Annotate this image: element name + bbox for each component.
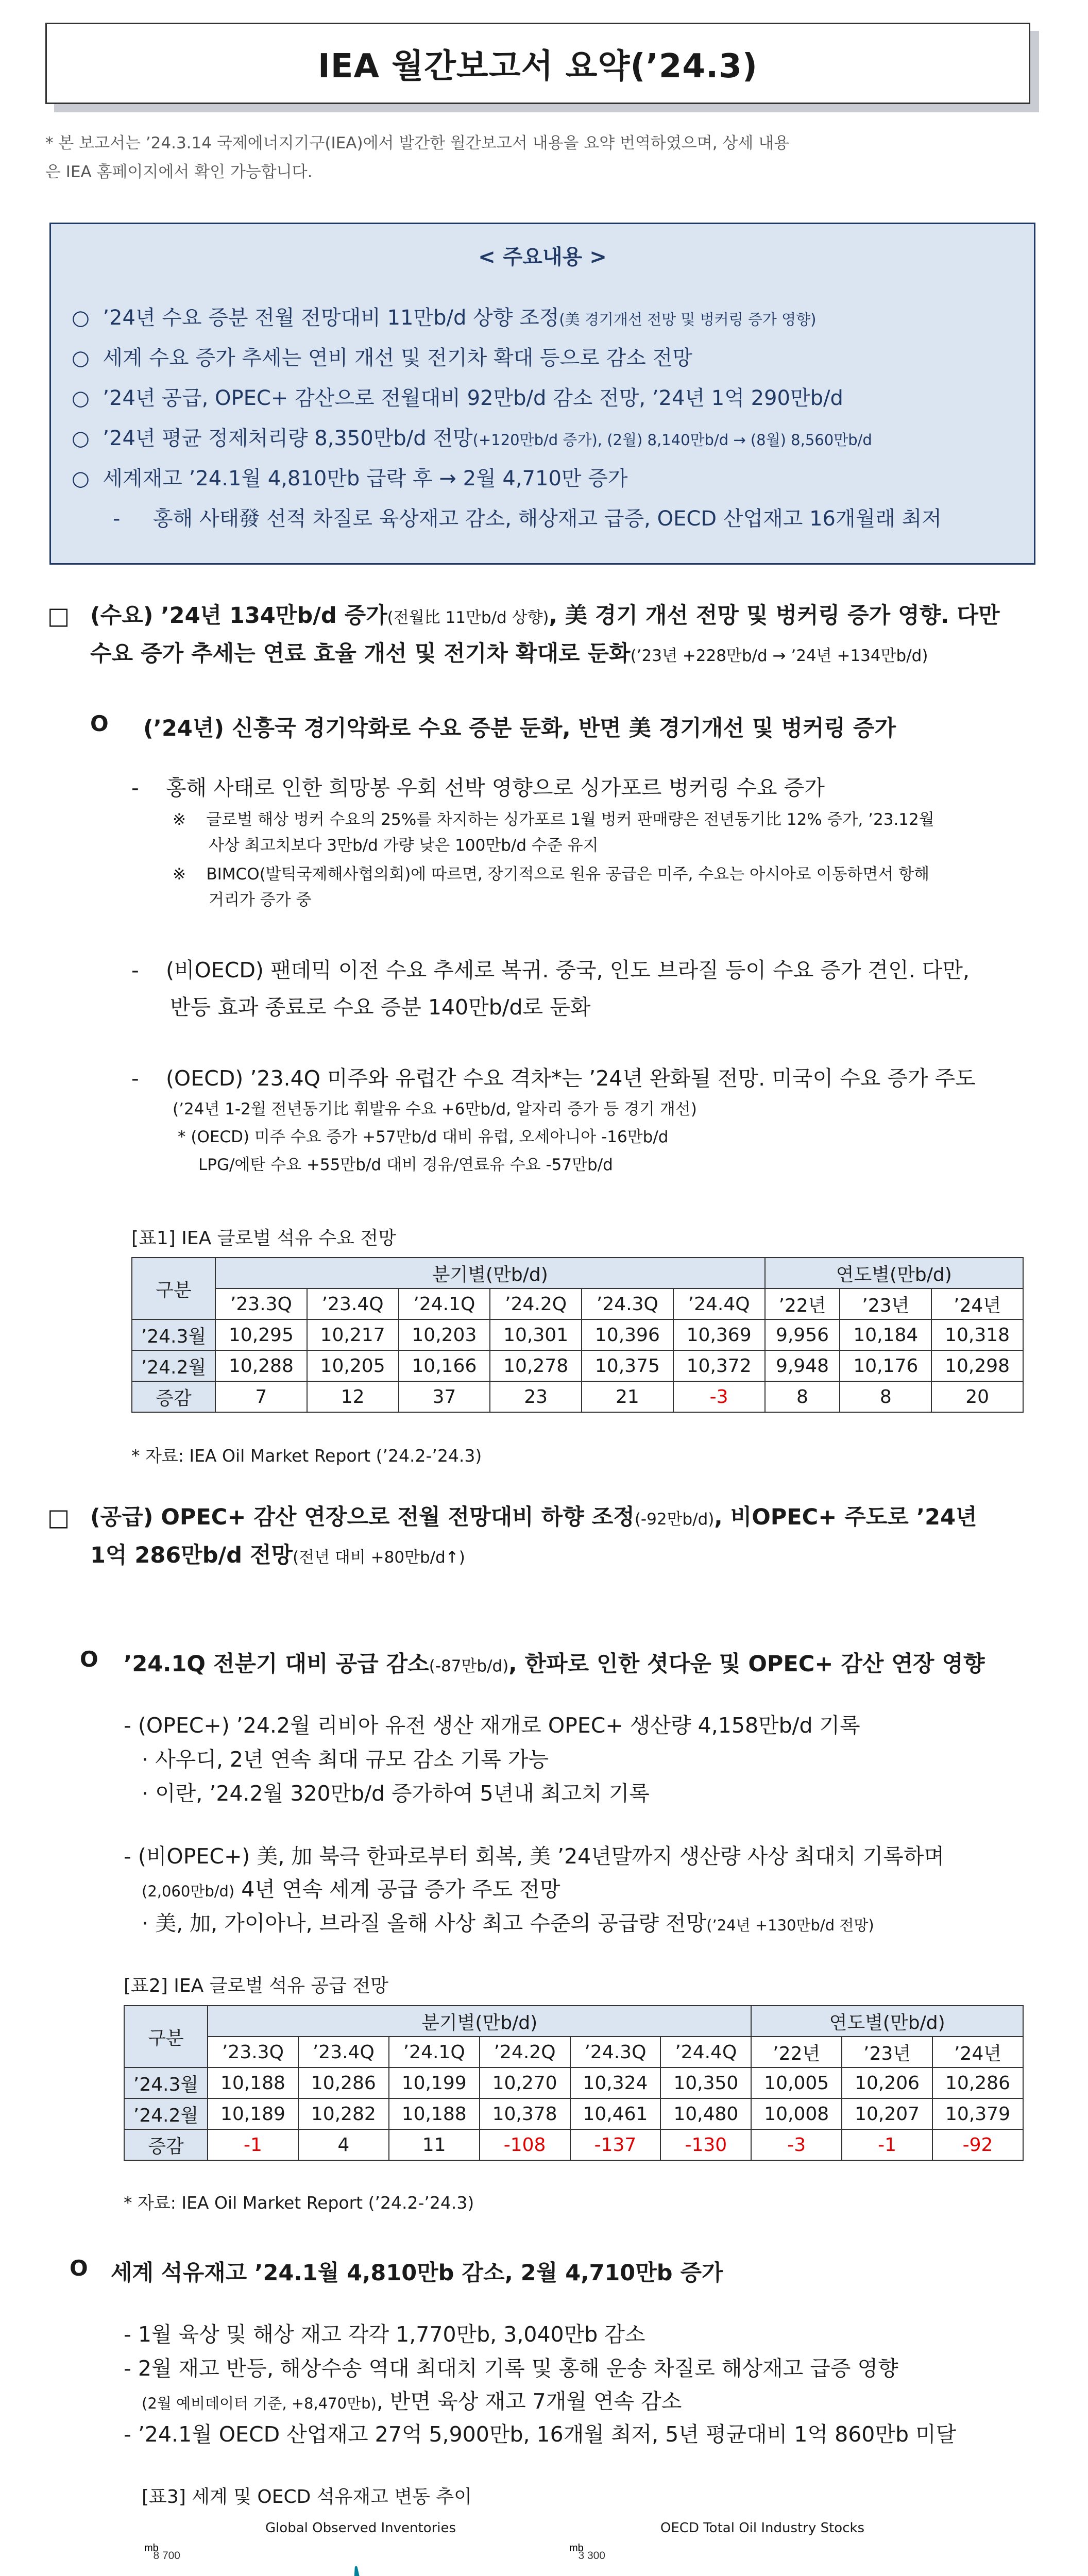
sec2-b2-small: (2,060만b/d) (142, 1883, 235, 1900)
sec2-line2-small: (전년 대비 +80만b/d↑) (293, 1548, 465, 1567)
table-cell: 9,956 (765, 1319, 840, 1350)
table2-caption: [표2] IEA 글로벌 석유 공급 전망 (124, 1975, 388, 1996)
table-cell: -130 (660, 2129, 751, 2160)
table-col-header: ’24년 (931, 1289, 1023, 1319)
sec2-sub-small: (-87만b/d) (429, 1657, 509, 1675)
table-cell: 10,298 (931, 1350, 1023, 1381)
summary-text: 세계 수요 증가 추세는 연비 개선 및 전기차 확대 등으로 감소 전망 (103, 346, 692, 370)
summary-heading: < 주요내용 > (478, 245, 607, 269)
table-cell: 10,166 (399, 1350, 490, 1381)
table-cell: 10,207 (842, 2098, 932, 2129)
table-header: 연도별(만b/d) (751, 2006, 1023, 2037)
sec2-line2 (90, 1536, 465, 1577)
note-item: ※ 글로벌 해상 벙커 수요의 25%를 차지하는 싱가포르 1월 벙커 판매량은 전년동기比 12% 증가, ’23.12월 (173, 810, 934, 829)
title-box (45, 23, 1030, 104)
sec2-b2-cont (142, 1873, 560, 1907)
table-header: 구분 (124, 2006, 208, 2067)
table-cell: 12 (307, 1381, 399, 1412)
sec3-heading: 세계 석유재고 ’24.1월 4,810만b 감소, 2월 4,710만b 증가 (111, 2260, 723, 2286)
dash-bullet: - (OECD) ’23.4Q 미주와 유럽간 수요 격차*는 ’24년 완화될 전망. 미국이 수요 증가 주도 (131, 1066, 976, 1091)
summary-item: ○ ’24년 수요 증분 전월 전망대비 11만b/d 상향 조정(美 경기개선 전망 및 벙커링 증가 영향) (72, 306, 817, 330)
table-cell: 10,369 (673, 1319, 765, 1350)
sec2-line1-rest: , 비OPEC+ 주도로 ’24년 (714, 1504, 977, 1530)
table-cell: 23 (490, 1381, 582, 1412)
table-cell: 10,378 (480, 2098, 570, 2129)
table-cell: 10,278 (490, 1350, 582, 1381)
sec2-line1 (90, 1498, 977, 1538)
row-label: 증감 (124, 2129, 208, 2160)
section-square-icon: □ (47, 1503, 70, 1531)
intro-note (45, 129, 1040, 187)
row-label: ’24.2월 (124, 2098, 208, 2129)
table-header: 연도별(만b/d) (765, 1258, 1024, 1289)
table-col-header: ’23년 (840, 1289, 931, 1319)
y-tick-label: 3 300 (578, 2550, 605, 2562)
table-cell: 7 (215, 1381, 307, 1412)
y-axis-unit: mb (144, 2543, 159, 2554)
summary-text: 홍해 사태發 선적 차질로 육상재고 감소, 해상재고 급증, OECD 산업재고 16개월래 최저 (153, 507, 942, 531)
table-cell: 10,199 (389, 2067, 480, 2098)
table-cell: -1 (208, 2129, 298, 2160)
table-cell: -108 (480, 2129, 570, 2160)
table-cell: -3 (751, 2129, 842, 2160)
table-col-header: ’23년 (842, 2037, 932, 2067)
summary-item: ○ 세계재고 ’24.1월 4,810만b 급락 후 → 2월 4,710만 증가 (72, 467, 628, 490)
table-cell: -92 (932, 2129, 1023, 2160)
sec1-b1: 홍해 사태로 인한 희망봉 우회 선박 영향으로 싱가포르 벙커링 수요 증가 (165, 775, 825, 800)
table-cell: 10,008 (751, 2098, 842, 2129)
summary-subitem: - 홍해 사태發 선적 차질로 육상재고 감소, 해상재고 급증, OECD 산업재고 16개월래 최저 (113, 507, 942, 531)
table-cell: -1 (842, 2129, 932, 2160)
sec1-line2-bold: 수요 증가 추세는 연료 효율 개선 및 전기차 확대로 둔화 (90, 641, 631, 667)
sec3-b1: - 1월 육상 및 해상 재고 각각 1,770만b, 3,040만b 감소 (124, 2322, 645, 2347)
sec2-subheading (124, 1647, 985, 1678)
table-cell: 10,203 (399, 1319, 490, 1350)
table-cell: 10,270 (480, 2067, 570, 2098)
table-cell: 37 (399, 1381, 490, 1412)
sec1-subheading: (’24년) 신흥국 경기악화로 수요 증분 둔화, 반면 美 경기개선 및 벙커링 증가 (143, 716, 896, 741)
dash-bullet: - 홍해 사태로 인한 희망봉 우회 선박 영향으로 싱가포르 벙커링 수요 증가 (131, 775, 825, 800)
table-cell: 10,288 (215, 1350, 307, 1381)
sec2-b2a (142, 1907, 874, 1941)
sec2-line2-bold: 1억 286만b/d 전망 (90, 1543, 293, 1568)
note-line-2: 은 IEA 홈페이지에서 확인 가능합니다. (45, 163, 313, 181)
summary-item: ○ ’24년 공급, OPEC+ 감산으로 전월대비 92만b/d 감소 전망, ’24년 1억 290만b/d (72, 386, 843, 410)
table-col-header: ’23.3Q (215, 1289, 307, 1319)
table-col-header: ’24.3Q (570, 2037, 661, 2067)
table-row (124, 2067, 1023, 2098)
note-item: ※ BIMCO(발틱국제해사협의회)에 따르면, 장기적으로 원유 공급은 미주, 수요는 아시아로 이동하면서 항해 (173, 865, 930, 884)
table-col-header: ’24.4Q (660, 2037, 751, 2067)
table-cell: -3 (673, 1381, 765, 1412)
sec3-b3: - ’24.1월 OECD 산업재고 27억 5,900만b, 16개월 최저, 5년 평균대비 1억 860만b 미달 (124, 2422, 957, 2447)
table-header: 분기별(만b/d) (208, 2006, 751, 2037)
sec2-line1-bold: (공급) OPEC+ 감산 연장으로 전월 전망대비 하향 조정 (90, 1504, 635, 1530)
note-text: 사상 최고치보다 3만b/d 가량 낮은 100만b/d 수준 유지 (209, 836, 599, 855)
summary-item: ○ ’24년 평균 정제처리량 8,350만b/d 전망(+120만b/d 증가), (2월) 8,140만b/d → (8월) 8,560만b/d (72, 427, 872, 450)
y-axis-unit: mb (569, 2543, 584, 2554)
table-col-header: ’22년 (765, 1289, 840, 1319)
table-cell: 10,188 (389, 2098, 480, 2129)
sec1-line1 (90, 597, 1000, 637)
summary-item: ○ 세계 수요 증가 추세는 연비 개선 및 전기차 확대 등으로 감소 전망 (72, 346, 692, 370)
table-cell: 10,379 (932, 2098, 1023, 2129)
table-col-header: ’24.2Q (490, 1289, 582, 1319)
sec3-b2-cont (142, 2385, 682, 2419)
dash-bullet: - (비OECD) 팬데믹 이전 수요 추세로 복귀. 중국, 인도 브라질 등이 수요 증가 견인. 다만, (131, 958, 970, 982)
table-cell: 10,286 (298, 2067, 389, 2098)
row-label: ’24.3월 (124, 2067, 208, 2098)
section-square-icon: □ (47, 602, 70, 630)
summary-text: ’24년 수요 증분 전월 전망대비 11만b/d 상향 조정 (103, 306, 559, 330)
table-col-header: ’24.1Q (389, 2037, 480, 2067)
summary-text: 세계재고 ’24.1월 4,810만b 급락 후 → 2월 4,710만 증가 (103, 467, 628, 490)
page-title: IEA 월간보고서 요약(’24.3) (317, 47, 758, 86)
table-col-header: ’24.4Q (673, 1289, 765, 1319)
table-cell: 8 (765, 1381, 840, 1412)
table-cell: 10,318 (931, 1319, 1023, 1350)
table-row (132, 1381, 1023, 1412)
table-cell: 10,189 (208, 2098, 298, 2129)
table-cell: 10,301 (490, 1319, 582, 1350)
sec1-line1-rest: , 美 경기 개선 전망 및 벙커링 증가 영향. 다만 (549, 603, 1000, 629)
table-cell: 10,217 (307, 1319, 399, 1350)
chart2-svg (562, 2540, 1005, 2576)
table-header: 구분 (132, 1258, 215, 1319)
chart2-title: OECD Total Oil Industry Stocks (660, 2520, 865, 2536)
table-cell: 10,188 (208, 2067, 298, 2098)
table-cell: 10,286 (932, 2067, 1023, 2098)
sec1-line2-small: (’23년 +228만b/d → ’24년 +134만b/d) (630, 647, 928, 665)
sec2-b2a-text: · 美, 加, 가이아나, 브라질 올해 사상 최고 수준의 공급량 전망 (142, 1911, 707, 1936)
table-cell: 10,480 (660, 2098, 751, 2129)
sec2-sub-rest: , 한파로 인한 셧다운 및 OPEC+ 감산 연장 영향 (508, 1651, 985, 1677)
sec1-b2a: (비OECD) 팬데믹 이전 수요 추세로 복귀. 중국, 인도 브라질 등이 수요 증가 견인. 다만, (165, 958, 970, 982)
table-cell: 11 (389, 2129, 480, 2160)
note-text: 글로벌 해상 벙커 수요의 25%를 차지하는 싱가포르 1월 벙커 판매량은 전년동기比 12% 증가, ’23.12월 (206, 810, 934, 829)
sec2-b2-rest: 4년 연속 세계 공급 증가 주도 전망 (234, 1877, 560, 1902)
table-cell: 4 (298, 2129, 389, 2160)
summary-small: (美 경기개선 전망 및 벙커링 증가 영향) (559, 311, 817, 328)
note-line-1: * 본 보고서는 ’24.3.14 국제에너지기구(IEA)에서 발간한 월간보고서 내용을 요약 번역하였으며, 상세 내용 (45, 134, 790, 152)
table-col-header: ’23.4Q (307, 1289, 399, 1319)
summary-text: ’24년 공급, OPEC+ 감산으로 전월대비 92만b/d 감소 전망, ’24년 1억 290만b/d (103, 386, 843, 410)
table-col-header: ’22년 (751, 2037, 842, 2067)
table-cell: 10,461 (570, 2098, 661, 2129)
sec1-line1-small: (전월比 11만b/d 상향) (387, 608, 549, 627)
table-cell: 10,282 (298, 2098, 389, 2129)
circle-bullet-icon: O (80, 1647, 98, 1672)
table-cell: 10,375 (582, 1350, 673, 1381)
sec3-b2-rest: , 반면 육상 재고 7개월 연속 감소 (376, 2389, 682, 2414)
note-text: 거리가 증가 중 (209, 891, 312, 909)
note-text: BIMCO(발틱국제해사협의회)에 따르면, 장기적으로 원유 공급은 미주, 수요는 아시아로 이동하면서 항해 (206, 865, 930, 884)
chart1-svg (134, 2540, 562, 2576)
table-cell: 10,324 (570, 2067, 661, 2098)
table-cell: 8 (840, 1381, 931, 1412)
sec2-b1b: · 이란, ’24.2월 320만b/d 증가하여 5년내 최고치 기록 (142, 1781, 650, 1806)
sec2-line1-small: (-92만b/d) (634, 1510, 715, 1529)
table-cell: 10,295 (215, 1319, 307, 1350)
table1-source: * 자료: IEA Oil Market Report (’24.2-’24.3) (131, 1446, 482, 1466)
table-row (132, 1319, 1023, 1350)
table-cell: 21 (582, 1381, 673, 1412)
table1 (131, 1257, 1024, 1413)
row-label: ’24.2월 (132, 1350, 215, 1381)
table1-caption: [표1] IEA 글로벌 석유 수요 전망 (131, 1228, 396, 1249)
table-row (124, 2098, 1023, 2129)
sec1-b2b: 반등 효과 종료로 수요 증분 140만b/d로 둔화 (170, 995, 591, 1020)
table-cell: 10,350 (660, 2067, 751, 2098)
table-col-header: ’24.3Q (582, 1289, 673, 1319)
sec2-sub-bold: ’24.1Q 전분기 대비 공급 감소 (124, 1651, 429, 1677)
row-label: 증감 (132, 1381, 215, 1412)
sec1-b3: (OECD) ’23.4Q 미주와 유럽간 수요 격차*는 ’24년 완화될 전망. 미국이 수요 증가 주도 (165, 1066, 976, 1091)
table-col-header: ’23.4Q (298, 2037, 389, 2067)
circle-bullet-icon: O (90, 711, 109, 736)
table-header: 분기별(만b/d) (215, 1258, 765, 1289)
table-row (132, 1350, 1023, 1381)
sec1-b3-note2: LPG/에탄 수요 +55만b/d 대비 경유/연료유 수요 -57만b/d (198, 1156, 613, 1174)
table2-source: * 자료: IEA Oil Market Report (’24.2-’24.3) (124, 2193, 474, 2213)
sec2-b2: - (비OPEC+) 美, 加 북극 한파로부터 회복, 美 ’24년말까지 생산량 사상 최대치 기록하며 (124, 1844, 945, 1869)
table-cell: 20 (931, 1381, 1023, 1412)
sec1-b3-note1: * (OECD) 미주 수요 증가 +57만b/d 대비 유럽, 오세아니아 -16만b/d (178, 1128, 669, 1146)
sec1-line2 (90, 635, 928, 675)
sec1-b3-small: (’24년 1-2월 전년동기比 휘발유 수요 +6만b/d, 알자리 증가 등 경기 개선) (173, 1100, 697, 1118)
table-row (124, 2129, 1023, 2160)
table-col-header: ’23.3Q (208, 2037, 298, 2067)
summary-box (49, 223, 1035, 565)
table2 (124, 2005, 1024, 2161)
chart1-title: Global Observed Inventories (265, 2520, 456, 2536)
inventory-series-line (191, 2567, 541, 2576)
table-cell: 10,176 (840, 1350, 931, 1381)
circle-bullet-icon: O (70, 2256, 88, 2281)
table-cell: 10,396 (582, 1319, 673, 1350)
table-cell: 10,205 (307, 1350, 399, 1381)
table-col-header: ’24.2Q (480, 2037, 570, 2067)
sec2-b1a: · 사우디, 2년 연속 최대 규모 감소 기록 가능 (142, 1747, 549, 1772)
table-col-header: ’24년 (932, 2037, 1023, 2067)
table-cell: 10,372 (673, 1350, 765, 1381)
table-cell: 10,005 (751, 2067, 842, 2098)
sec3-b2-small: (2월 예비데이터 기준, +8,470만b) (142, 2395, 377, 2412)
y-tick-label: 8 700 (153, 2550, 180, 2562)
table-cell: 9,948 (765, 1350, 840, 1381)
sec2-b1: - (OPEC+) ’24.2월 리비아 유전 생산 재개로 OPEC+ 생산량 4,158만b/d 기록 (124, 1713, 860, 1738)
row-label: ’24.3월 (132, 1319, 215, 1350)
table-cell: 10,184 (840, 1319, 931, 1350)
summary-text: ’24년 평균 정제처리량 8,350만b/d 전망 (103, 427, 473, 450)
sec3-caption: [표3] 세계 및 OECD 석유재고 변동 추이 (142, 2486, 472, 2507)
sec1-line1-bold: (수요) ’24년 134만b/d 증가 (90, 603, 387, 629)
summary-small: (+120만b/d 증가), (2월) 8,140만b/d → (8월) 8,560만b/d (472, 431, 872, 449)
table-cell: -137 (570, 2129, 661, 2160)
table-cell: 10,206 (842, 2067, 932, 2098)
sec3-b2: - 2월 재고 반등, 해상수송 역대 최대치 기록 및 홍해 운송 차질로 해상재고 급증 영향 (124, 2356, 898, 2381)
table-col-header: ’24.1Q (399, 1289, 490, 1319)
sec2-b2a-small: (’24년 +130만b/d 전망) (706, 1917, 874, 1934)
